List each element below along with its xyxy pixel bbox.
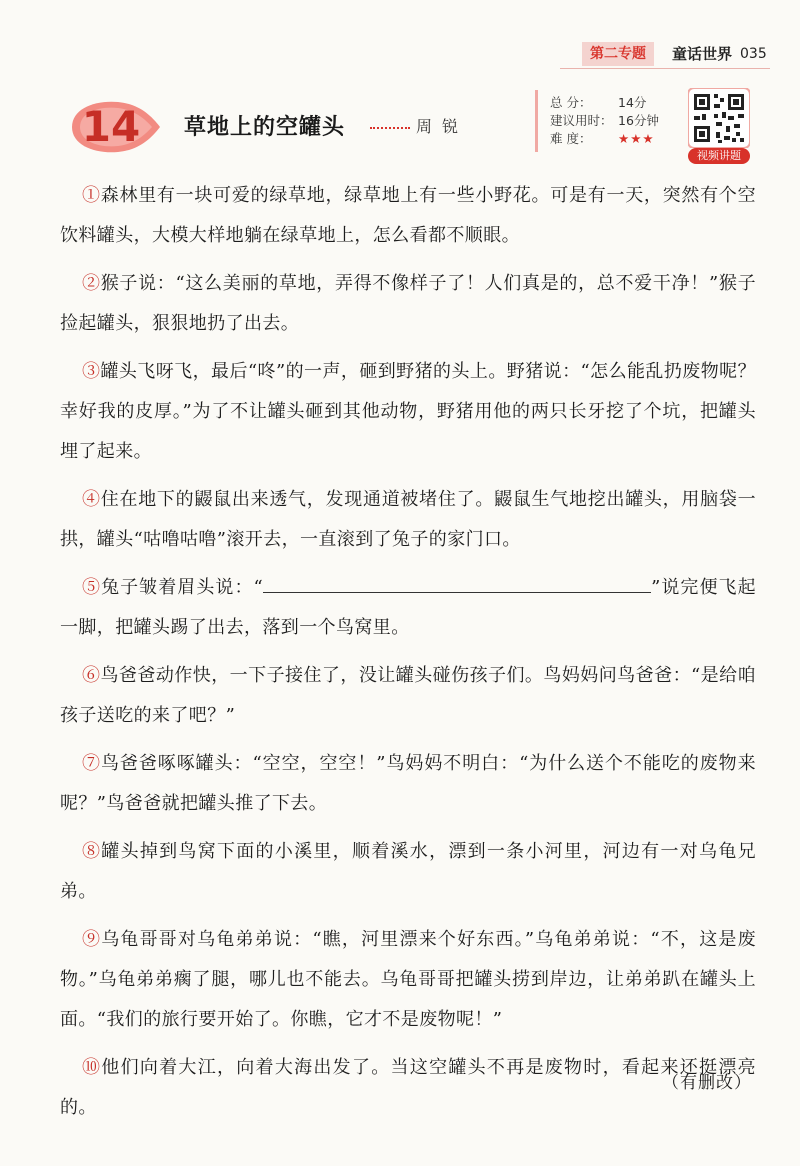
info-time — [550, 112, 659, 130]
info-score — [550, 94, 646, 112]
paragraph-number: ⑨ — [82, 929, 102, 950]
paragraph — [60, 832, 756, 912]
title-leader — [370, 127, 410, 129]
lesson-number: 14 — [81, 102, 141, 151]
paragraph-number: ⑩ — [82, 1057, 102, 1078]
paragraph — [60, 744, 756, 824]
paragraph-text: 鸟爸爸动作快，一下子接住了，没让罐头碰伤孩子们。鸟妈妈问鸟爸爸：“是给咱孩子送吃的来了吧？” — [60, 665, 756, 726]
edit-note: （有删改） — [662, 1073, 752, 1093]
paragraph-text: 罐头掉到鸟窝下面的小溪里，顺着溪水，漂到一条小河里，河边有一对乌龟兄弟。 — [60, 841, 756, 902]
story-body — [60, 176, 756, 1136]
info-difficulty — [550, 130, 655, 148]
paragraph-text-before: 兔子皱着眉头说：“ — [101, 577, 264, 598]
paragraph-number: ⑤ — [82, 577, 102, 598]
time-value: 16分钟 — [618, 113, 659, 128]
section-name: 童话世界 — [672, 45, 733, 63]
paragraph — [60, 352, 756, 472]
answer-blank[interactable] — [263, 574, 651, 593]
paragraph-text: 乌龟哥哥对乌龟弟弟说：“瞧，河里漂来个好东西。”乌龟弟弟说：“不，这是废物。”乌龟弟弟瘸了腿，哪儿也不能去。乌龟哥哥把罐头捞到岸边，让弟弟趴在罐头上面。“我们的旅行要开始了。你瞧，它才不是废物呢！” — [60, 929, 756, 1030]
paragraph — [60, 1048, 756, 1128]
info-box — [535, 90, 688, 152]
paragraph-number: ③ — [82, 361, 101, 382]
paragraph-text: 森林里有一块可爱的绿草地，绿草地上有一些小野花。可是有一天，突然有个空饮料罐头，大模大样地躺在绿草地上，怎么看都不顺眼。 — [60, 185, 756, 246]
paragraph-text: 鸟爸爸啄啄罐头：“空空，空空！”鸟妈妈不明白：“为什么送个不能吃的废物来呢？”鸟爸爸就把罐头推了下去。 — [60, 753, 756, 814]
qr-code-icon — [688, 88, 750, 148]
paragraph-number: ④ — [82, 489, 101, 510]
time-label: 建议用时： — [550, 113, 613, 128]
paragraph-text: 罐头飞呀飞，最后“咚”的一声，砸到野猪的头上。野猪说：“怎么能乱扔废物呢？幸好我的皮厚。”为了不让罐头砸到其他动物，野猪用他的两只长牙挖了个坑，把罐头埋了起来。 — [60, 361, 756, 462]
qr-caption: 视频讲题 — [688, 148, 750, 164]
lesson-badge — [66, 98, 162, 156]
page-header — [560, 42, 770, 68]
paragraph — [60, 480, 756, 560]
paragraph-text: 住在地下的鼹鼠出来透气，发现通道被堵住了。鼹鼠生气地挖出罐头，用脑袋一拱，罐头“咕噜咕噜”滚开去，一直滚到了兔子的家门口。 — [60, 489, 756, 550]
difficulty-label: 难 度： — [550, 131, 592, 146]
paragraph-number: ① — [82, 185, 101, 206]
paragraph — [60, 176, 756, 256]
page-number: 035 — [740, 46, 767, 62]
qr-code[interactable] — [688, 88, 750, 148]
header-divider — [560, 68, 770, 69]
paragraph — [60, 568, 756, 648]
score-value: 14分 — [618, 95, 647, 110]
paragraph — [60, 920, 756, 1040]
paragraph-text: 猴子说：“这么美丽的草地，弄得不像样子了！人们真是的，总不爱干净！”猴子捡起罐头，狠狠地扔了出去。 — [60, 273, 756, 334]
paragraph-text-after: ”说完便飞起一脚，把罐头踢了出去，落到一个鸟窝里。 — [60, 577, 756, 638]
paragraph-number: ② — [82, 273, 101, 294]
score-label: 总 分： — [550, 95, 592, 110]
section-tag: 第二专题 — [582, 42, 654, 66]
paragraph-number: ⑦ — [82, 753, 101, 774]
author: 周锐 — [416, 117, 469, 136]
paragraph-number: ⑥ — [82, 665, 101, 686]
paragraph — [60, 656, 756, 736]
paragraph — [60, 264, 756, 344]
paragraph-number: ⑧ — [82, 841, 102, 862]
lesson-title: 草地上的空罐头 — [184, 115, 346, 140]
paragraph-text: 他们向着大江，向着大海出发了。当这空罐头不再是废物时，看起来还挺漂亮的。 — [60, 1057, 756, 1118]
difficulty-stars: ★★★ — [618, 131, 655, 146]
